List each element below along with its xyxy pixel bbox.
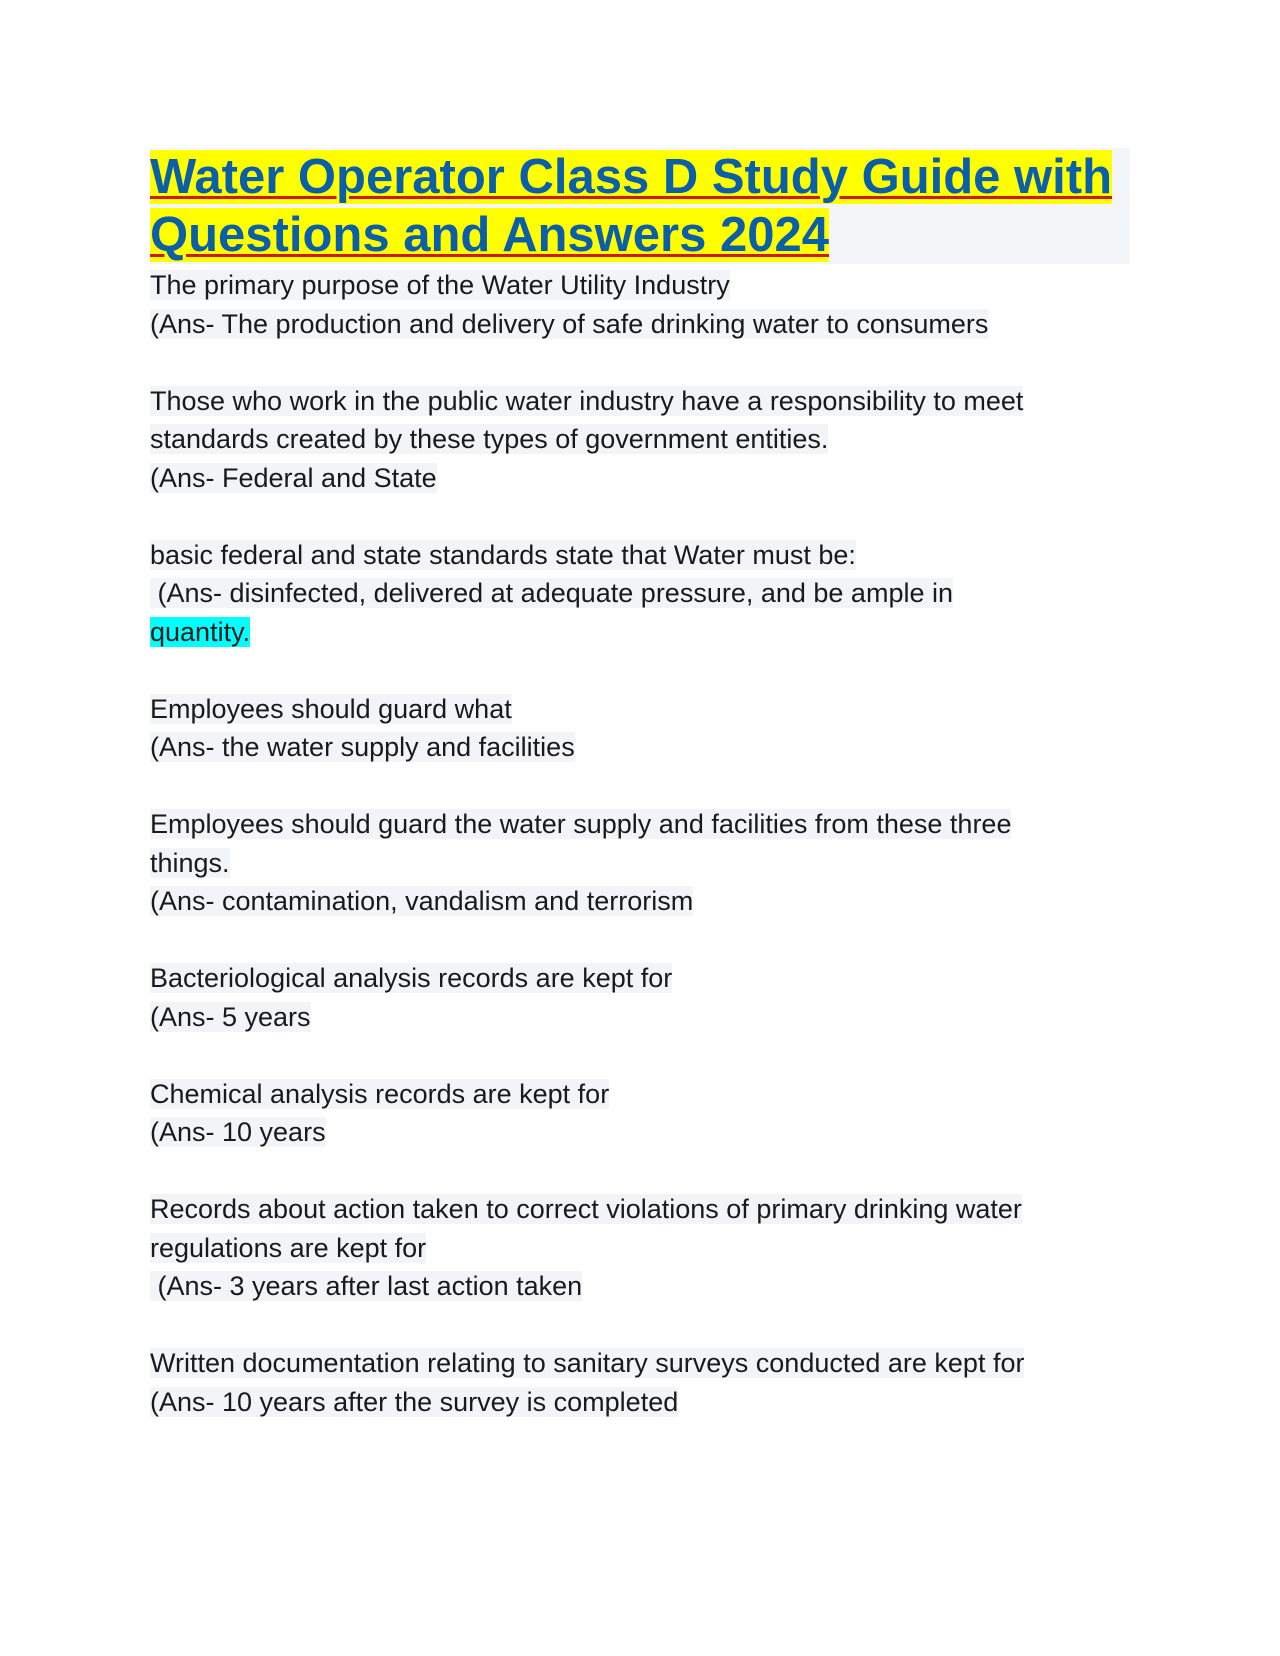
question-line: Employees should guard the water supply and facilities from these three (150, 809, 1012, 839)
document-title-text: Water Operator Class D Study Guide with Questions and Answers 2024 (150, 150, 1113, 262)
answer-line: (Ans- 3 years after last action taken (150, 1271, 583, 1301)
qa-entry (150, 1190, 1130, 1306)
qa-entry (150, 1344, 1130, 1421)
question-line: things. (150, 847, 230, 878)
qa-entry (150, 1075, 1130, 1152)
qa-entry (150, 690, 1130, 767)
answer-line: (Ans- disinfected, delivered at adequate pressure, and be ample in (150, 578, 953, 608)
question-line: basic federal and state standards state that Water must be: (150, 539, 856, 570)
question-line: Chemical analysis records are kept for (150, 1078, 610, 1109)
qa-entry (150, 959, 1130, 1036)
question-line: Written documentation relating to sanitary surveys conducted are kept for (150, 1348, 1025, 1378)
question-line: regulations are kept for (150, 1232, 427, 1263)
answer-line: (Ans- 5 years (150, 1001, 311, 1032)
question-line: Employees should guard what (150, 693, 512, 724)
answer-line: (Ans- Federal and State (150, 462, 437, 493)
document-title (150, 148, 1130, 264)
answer-line: (Ans- The production and delivery of safe drinking water to consumers (150, 308, 989, 339)
question-line: The primary purpose of the Water Utility Industry (150, 270, 730, 300)
answer-line: (Ans- 10 years after the survey is completed (150, 1386, 679, 1417)
answer-line-highlighted: quantity. (150, 616, 251, 647)
qa-entry (150, 536, 1130, 652)
question-line: Records about action taken to correct violations of primary drinking water (150, 1194, 1022, 1224)
document-page (150, 148, 1130, 1460)
qa-entry (150, 266, 1130, 343)
answer-line: (Ans- 10 years (150, 1117, 326, 1147)
question-line: Those who work in the public water industry have a responsibility to meet (150, 385, 1024, 416)
qa-entry (150, 805, 1130, 921)
answer-line: (Ans- the water supply and facilities (150, 732, 575, 762)
qa-entry (150, 382, 1130, 498)
question-line: Bacteriological analysis records are kept for (150, 963, 673, 993)
question-line: standards created by these types of government entities. (150, 424, 829, 454)
answer-line: (Ans- contamination, vandalism and terrorism (150, 886, 694, 916)
